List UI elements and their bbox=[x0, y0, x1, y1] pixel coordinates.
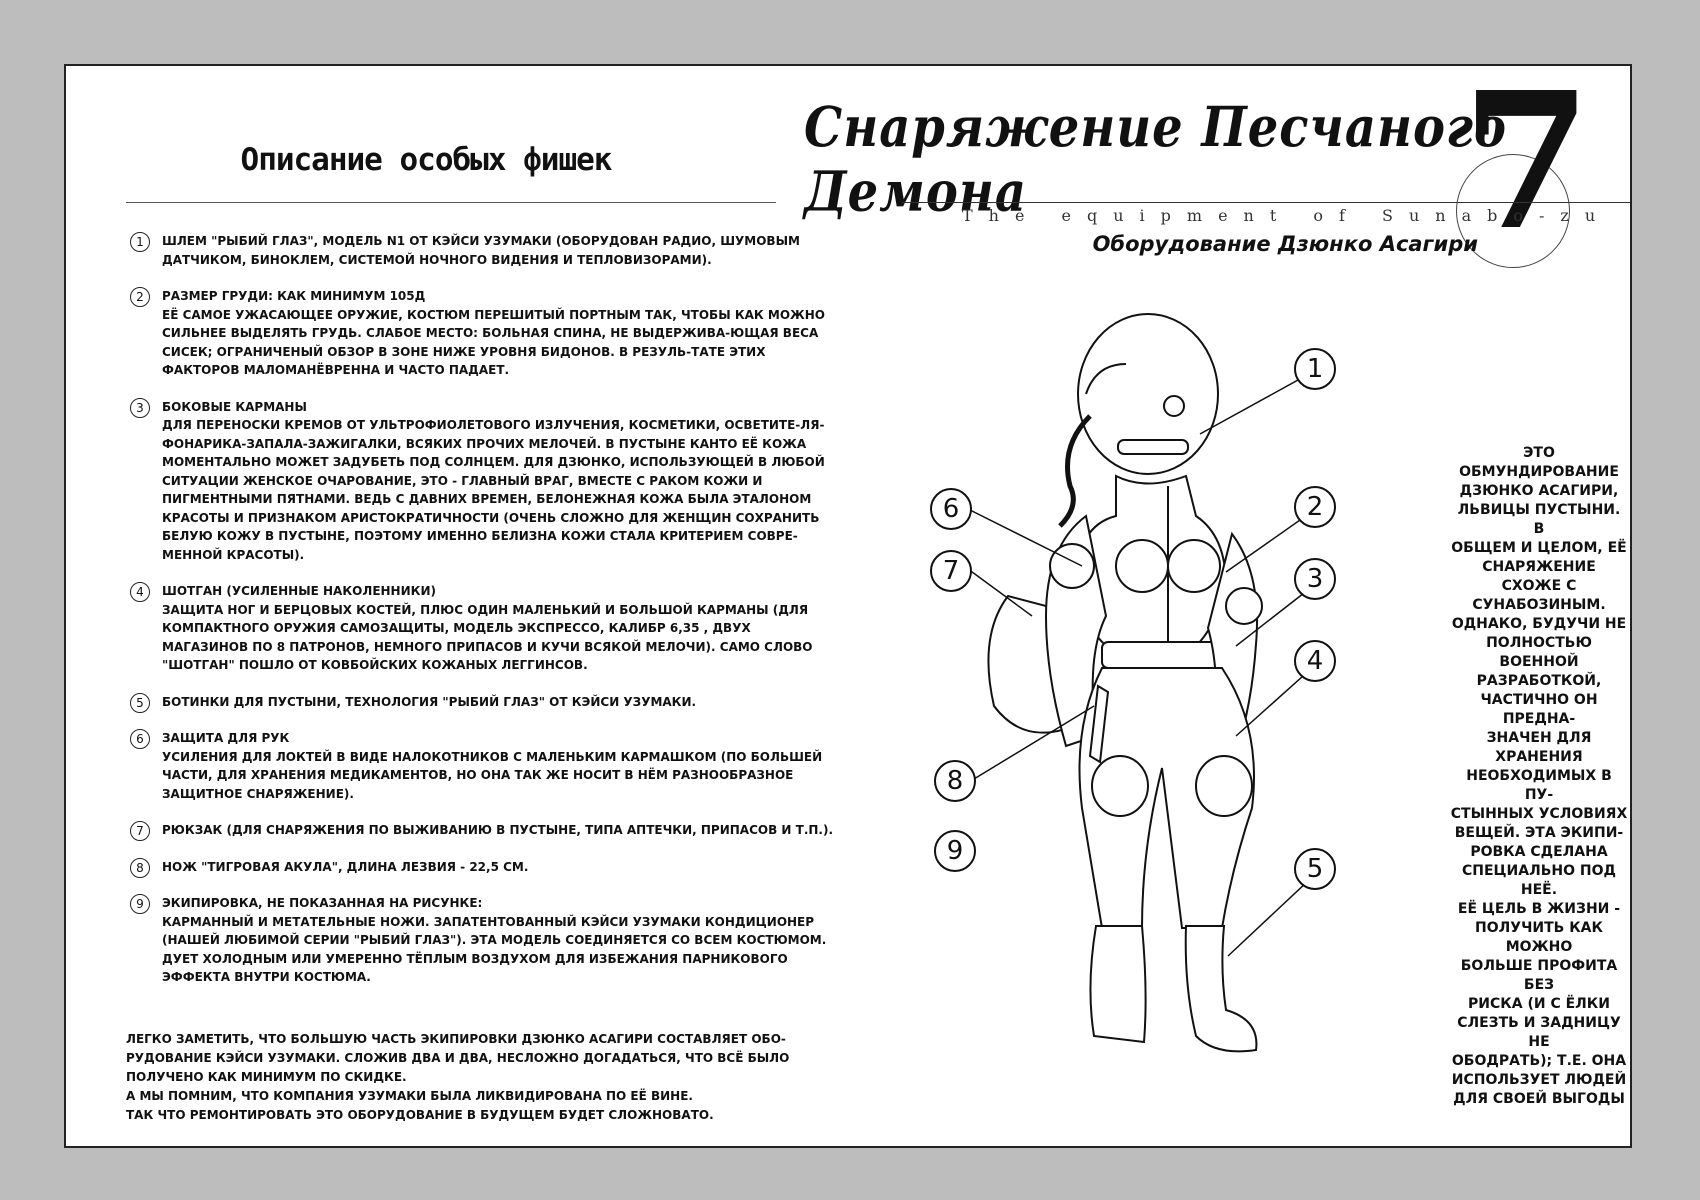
callout-2: 2 bbox=[1294, 486, 1336, 528]
callout-5: 5 bbox=[1294, 848, 1336, 890]
title-divider bbox=[902, 202, 1630, 203]
item-title: ШОТГАН (УСИЛЕННЫЕ НАКОЛЕННИКИ) bbox=[162, 584, 436, 598]
item-number-circle: 9 bbox=[130, 894, 150, 914]
description-line: ДЗЮНКО АСАГИРИ, bbox=[1459, 483, 1619, 499]
item-number-circle: 1 bbox=[130, 232, 150, 252]
english-subtitle: The equipment of Sunabo-zu bbox=[962, 206, 1612, 225]
description-line: ОДНАКО, БУДУЧИ НЕ bbox=[1451, 616, 1627, 632]
item-body: ШЛЕМ "РЫБИЙ ГЛАЗ", МОДЕЛЬ N1 ОТ КЭЙСИ УЗУМАКИ (ОБОРУДОВАН РАДИО, ШУМОВЫМ ДАТЧИКОМ, БИНОКЛЕМ, СИСТЕМОЙ НОЧНОГО ВИДЕНИЯ И ТЕПЛОВИЗОРАМИ). bbox=[162, 234, 800, 267]
callout-8: 8 bbox=[934, 760, 976, 802]
left-page bbox=[66, 66, 834, 1146]
feature-item-3 bbox=[126, 398, 836, 565]
callout-4: 4 bbox=[1294, 640, 1336, 682]
item-number-circle: 8 bbox=[130, 858, 150, 878]
item-body: ДЛЯ ПЕРЕНОСКИ КРЕМОВ ОТ УЛЬТРОФИОЛЕТОВОГО ИЗЛУЧЕНИЯ, КОСМЕТИКИ, ОСВЕТИТЕ-ЛЯ-ФОНАРИКА-ЗАПАЛА-ЗАЖИГАЛКИ, ВСЯКИХ ПРОЧИХ МЕЛОЧЕЙ. В ПУСТЫНЕ КАНТО ЕЁ КОЖА МОМЕНТАЛЬНО МОЖЕТ ЗАДУБЕТЬ ПОД СОЛНЦЕМ. ДЛЯ ДЗЮНКО, ИСПОЛЬЗУЮЩЕЙ В ЛЮБОЙ СИТУАЦИИ ЖЕНСКОЕ ОЧАРОВАНИЕ, ЭТО - ГЛАВНЫЙ ВРАГ, ВМЕСТЕ С РАКОМ КОЖИ И ПИГМЕНТНЫМИ ПЯТНАМИ. ВЕДЬ С ДАВНИХ ВРЕМЕН, БЕЛОНЕЖНАЯ КОЖА БЫЛА ЭТАЛОНОМ КРАСОТЫ И ПРИЗНАКОМ АРИСТОКРАТИЧНОСТИ (ОЧЕНЬ СЛОЖНО ДЛЯ ЖЕНЩИН СОХРАНИТЬ БЕЛУЮ КОЖУ В ПУСТЫНЕ, ПОЭТОМУ ИМЕННО БЕЛИЗНА КОЖИ СТАЛА КРИТЕРИЕМ СОВРЕ-МЕННОЙ КРАСОТЫ). bbox=[162, 418, 825, 562]
russian-subtitle: Оборудование Дзюнко Асагири bbox=[1092, 232, 1478, 256]
item-body: ЕЁ САМОЕ УЖАСАЮЩЕЕ ОРУЖИЕ, КОСТЮМ ПЕРЕШИТЫЙ ПОРТНЫМ ТАК, ЧТОБЫ КАК МОЖНО СИЛЬНЕЕ ВЫДЕЛЯТЬ ГРУДЬ. СЛАБОЕ МЕСТО: БОЛЬНАЯ СПИНА, НЕ ВЫДЕРЖИВА-ЮЩАЯ ВЕСА СИСЕК; ОГРАНИЧЕНЫЙ ОБЗОР В ЗОНЕ НИЖЕ УРОВНЯ БИДОНОВ. В РЕЗУЛЬ-ТАТЕ ЭТИХ ФАКТОРОВ МАЛОМАНЁВРЕННА И ЧАСТО ПАДАЕТ. bbox=[162, 307, 825, 377]
item-number-circle: 2 bbox=[130, 287, 150, 307]
description-line: ОБЩЕМ И ЦЕЛОМ, ЕЁ bbox=[1451, 540, 1627, 556]
item-body: БОТИНКИ ДЛЯ ПУСТЫНИ, ТЕХНОЛОГИЯ "РЫБИЙ ГЛАЗ" ОТ КЭЙСИ УЗУМАКИ. bbox=[162, 694, 697, 709]
description-line: ЗНАЧЕН ДЛЯ ХРАНЕНИЯ bbox=[1486, 730, 1592, 765]
description-line: РОВКА СДЕЛАНА bbox=[1470, 844, 1608, 860]
item-number-circle: 7 bbox=[130, 821, 150, 841]
description-line: ПОЛНОСТЬЮ ВОЕННОЙ bbox=[1486, 635, 1592, 670]
feature-item-5 bbox=[126, 693, 836, 712]
description-line: ЕЁ ЦЕЛЬ В ЖИЗНИ - bbox=[1457, 901, 1621, 917]
footer-line: ТАК ЧТО РЕМОНТИРОВАТЬ ЭТО ОБОРУДОВАНИЕ В БУДУЩЕМ БУДЕТ СЛОЖНОВАТО. bbox=[126, 1108, 714, 1122]
description-line: ОБОДРАТЬ); Т.Е. ОНА bbox=[1451, 1053, 1627, 1069]
feature-item-2 bbox=[126, 287, 836, 380]
footer-line: А МЫ ПОМНИМ, ЧТО КОМПАНИЯ УЗУМАКИ БЫЛА ЛИКВИДИРОВАНА ПО ЕЁ ВИНЕ. bbox=[126, 1089, 693, 1103]
feature-item-1 bbox=[126, 232, 836, 269]
callout-3: 3 bbox=[1294, 558, 1336, 600]
character-description bbox=[1450, 444, 1628, 1109]
callout-7: 7 bbox=[930, 550, 972, 592]
callout-9: 9 bbox=[934, 830, 976, 872]
left-boot-shape bbox=[1090, 926, 1145, 1042]
item-number-circle: 4 bbox=[130, 582, 150, 602]
description-line: СТЫННЫХ УСЛОВИЯХ bbox=[1450, 806, 1628, 822]
footer-line: РУДОВАНИЕ КЭЙСИ УЗУМАКИ. СЛОЖИВ ДВА И ДВА, НЕСЛОЖНО ДОГАДАТЬСЯ, ЧТО ВСЁ БЫЛО bbox=[126, 1051, 790, 1065]
item-title: РАЗМЕР ГРУДИ: КАК МИНИМУМ 105Д bbox=[162, 289, 426, 303]
item-number-circle: 6 bbox=[130, 729, 150, 749]
item-title: ЗАЩИТА ДЛЯ РУК bbox=[162, 731, 290, 745]
description-line: ВЕЩЕЙ. ЭТА ЭКИПИ- bbox=[1454, 825, 1624, 841]
description-line: БОЛЬШЕ ПРОФИТА БЕЗ bbox=[1460, 958, 1618, 993]
callout-1: 1 bbox=[1294, 348, 1336, 390]
feature-item-8 bbox=[126, 858, 836, 877]
callout-6: 6 bbox=[930, 488, 972, 530]
feature-item-7 bbox=[126, 821, 836, 840]
description-line: ПОЛУЧИТЬ КАК МОЖНО bbox=[1475, 920, 1603, 955]
item-body: НОЖ "ТИГРОВАЯ АКУЛА", ДЛИНА ЛЕЗВИЯ - 22,5 СМ. bbox=[162, 859, 529, 874]
item-title: БОКОВЫЕ КАРМАНЫ bbox=[162, 399, 307, 414]
manga-spread bbox=[64, 64, 1632, 1148]
item-title: ЭКИПИРОВКА, НЕ ПОКАЗАННАЯ НА РИСУНКЕ: bbox=[162, 896, 483, 910]
feature-list bbox=[126, 232, 836, 1005]
item-number-circle: 5 bbox=[130, 693, 150, 713]
page-heading: Описание особых фишек bbox=[240, 142, 612, 178]
description-line: РИСКА (И С ЁЛКИ bbox=[1468, 996, 1610, 1012]
feature-item-9 bbox=[126, 894, 836, 987]
heading-divider bbox=[126, 202, 776, 203]
footer-line: ЛЕГКО ЗАМЕТИТЬ, ЧТО БОЛЬШУЮ ЧАСТЬ ЭКИПИРОВКИ ДЗЮНКО АСАГИРИ СОСТАВЛЯЕТ ОБО- bbox=[126, 1032, 786, 1046]
chapter-title: Снаряжение Песчаного Демона bbox=[804, 95, 1507, 225]
description-line: НЕОБХОДИМЫХ В ПУ- bbox=[1466, 768, 1612, 803]
right-boot-shape bbox=[1186, 926, 1257, 1051]
right-page bbox=[786, 66, 1630, 1146]
footer-note bbox=[126, 1030, 790, 1125]
description-line: СНАРЯЖЕНИЕ СХОЖЕ С bbox=[1482, 559, 1596, 594]
item-body: КАРМАННЫЙ И МЕТАТЕЛЬНЫЕ НОЖИ. ЗАПАТЕНТОВАННЫЙ КЭЙСИ УЗУМАКИ КОНДИЦИОНЕР (НАШЕЙ ЛЮБИМОЙ СЕРИИ "РЫБИЙ ГЛАЗ"). ЭТА МОДЕЛЬ СОЕДИНЯЕТСЯ СО ВСЕМ КОСТЮМОМ. ДУЕТ ХОЛОДНЫМ ИЛИ УМЕРЕННО ТЁПЛЫМ ВОЗДУХОМ ДЛЯ ИЗБЕЖАНИЯ ПАРНИКОВОГО ЭФФЕКТА ВНУТРИ КОСТЮМА. bbox=[162, 914, 827, 984]
feature-item-6 bbox=[126, 729, 836, 803]
description-line: ЛЬВИЦЫ ПУСТЫНИ. В bbox=[1457, 502, 1621, 537]
description-line: РАЗРАБОТКОЙ, bbox=[1476, 673, 1602, 689]
description-line: СУНАБОЗИНЫМ. bbox=[1472, 597, 1606, 613]
description-line: СЛЕЗТЬ И ЗАДНИЦУ НЕ bbox=[1457, 1015, 1621, 1050]
description-line: ЧАСТИЧНО ОН ПРЕДНА- bbox=[1480, 692, 1598, 727]
description-line: ЭТО ОБМУНДИРОВАНИЕ bbox=[1459, 445, 1619, 480]
footer-line: ПОЛУЧЕНО КАК МИНИМУМ ПО СКИДКЕ. bbox=[126, 1070, 407, 1084]
item-body: ЗАЩИТА НОГ И БЕРЦОВЫХ КОСТЕЙ, ПЛЮС ОДИН МАЛЕНЬКИЙ И БОЛЬШОЙ КАРМАНЫ (ДЛЯ КОМПАКТНОГО ОРУЖИЯ САМОЗАЩИТЫ, МОДЕЛЬ ЭКСПРЕССО, КАЛИБР 6,35 , ДВУХ МАГАЗИНОВ ПО 8 ПАТРОНОВ, НЕМНОГО ПРИПАСОВ И КУЧИ ВСЯКОЙ МЕЛОЧИ). САМО СЛОВО "ШОТГАН" ПОШЛО ОТ КОВБОЙСКИХ КОЖАНЫХ ЛЕГГИНСОВ. bbox=[162, 602, 813, 672]
description-line: ИСПОЛЬЗУЕТ ЛЮДЕЙ bbox=[1451, 1072, 1627, 1088]
feature-item-4 bbox=[126, 582, 836, 675]
chapter-number: 7 bbox=[1461, 64, 1592, 272]
item-body: РЮКЗАК (ДЛЯ СНАРЯЖЕНИЯ ПО ВЫЖИВАНИЮ В ПУСТЫНЕ, ТИПА АПТЕЧКИ, ПРИПАСОВ И Т.П.). bbox=[162, 823, 834, 837]
description-line: ДЛЯ СВОЕЙ ВЫГОДЫ bbox=[1453, 1091, 1625, 1107]
item-body: УСИЛЕНИЯ ДЛЯ ЛОКТЕЙ В ВИДЕ НАЛОКОТНИКОВ С МАЛЕНЬКИМ КАРМАШКОМ (ПО БОЛЬШЕЙ ЧАСТИ, ДЛЯ ХРАНЕНИЯ МЕДИКАМЕНТОВ, НО ОНА ТАК ЖЕ НОСИТ В НЁМ РАЗНООБРАЗНОЕ ЗАЩИТНОЕ СНАРЯЖЕНИЕ). bbox=[162, 749, 823, 801]
description-line: СПЕЦИАЛЬНО ПОД НЕЁ. bbox=[1462, 863, 1616, 898]
item-number-circle: 3 bbox=[130, 398, 150, 418]
